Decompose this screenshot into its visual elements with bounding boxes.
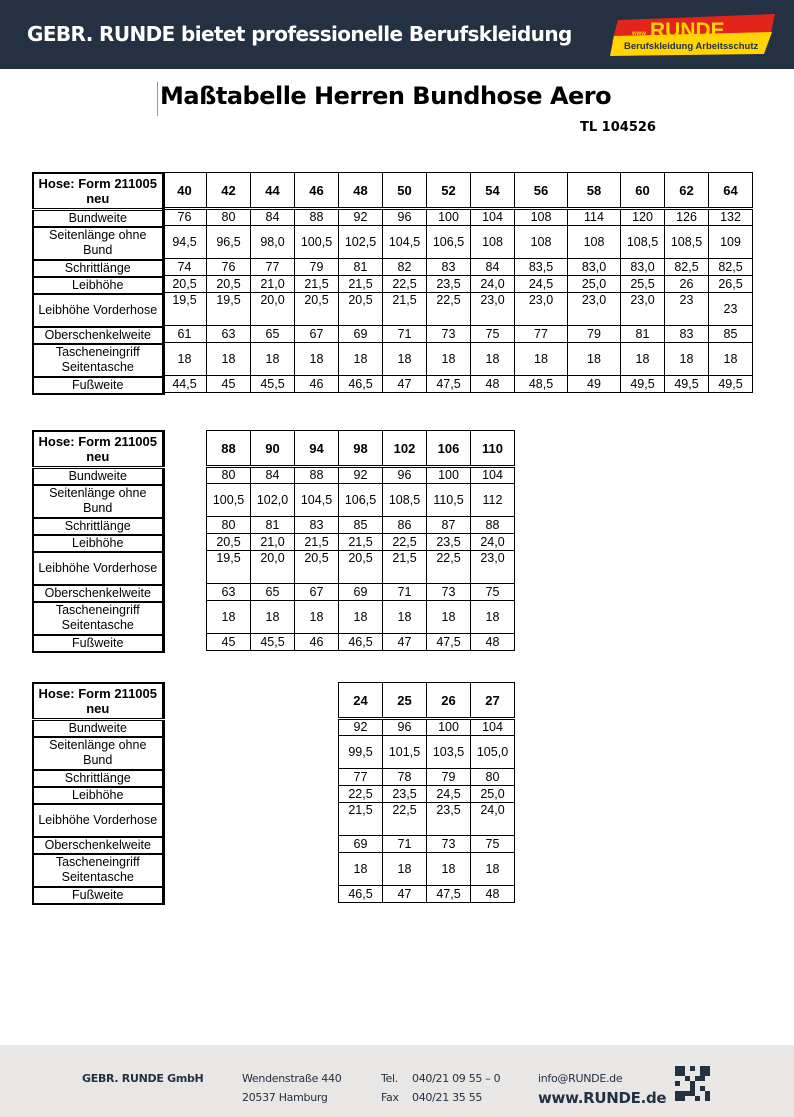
footer-fax-label: Fax: [381, 1091, 399, 1104]
measurement-cell: 82,5: [665, 259, 709, 276]
measurement-cell: 100,5: [207, 484, 251, 517]
measurement-cell: 104: [471, 467, 515, 484]
table-row: [339, 769, 515, 786]
measurement-cell: 21,5: [383, 551, 427, 584]
measurement-cell: 75: [471, 836, 515, 853]
measurement-cell: 92: [339, 209, 383, 226]
measurement-cell: 49,5: [621, 376, 665, 393]
measurement-cell: 24,0: [471, 803, 515, 836]
row-label: Fußweite: [33, 635, 163, 652]
table-row: [339, 786, 515, 803]
measurement-cell: 45,5: [251, 376, 295, 393]
footer-website[interactable]: www.RUNDE.de: [538, 1089, 667, 1107]
size-header: 40: [163, 173, 207, 209]
table-row: [339, 853, 515, 886]
size-header: 26: [427, 683, 471, 719]
measurement-cell: 88: [295, 467, 339, 484]
measurement-cell: 18: [163, 343, 207, 376]
measurement-cell: 96,5: [207, 226, 251, 259]
measurement-cell: 103,5: [427, 736, 471, 769]
measurement-cell: 100: [427, 467, 471, 484]
measurement-cell: 45: [207, 376, 251, 393]
measurement-cell: 92: [339, 719, 383, 736]
measurement-cell: 88: [295, 209, 339, 226]
measurement-cell: 23,0: [621, 293, 665, 326]
measurement-cell: 21,5: [339, 534, 383, 551]
measurement-cell: 21,5: [295, 276, 339, 293]
size-header: 56: [515, 173, 568, 209]
measurement-cell: 106,5: [427, 226, 471, 259]
table-row: [207, 584, 515, 601]
measurement-cell: 79: [568, 326, 621, 343]
measurement-cell: 21,0: [251, 276, 295, 293]
measurement-cell: 24,0: [471, 276, 515, 293]
measurement-cell: 80: [471, 769, 515, 786]
measurement-cell: 22,5: [339, 786, 383, 803]
measurement-cell: 104,5: [295, 484, 339, 517]
measurement-cell: 20,5: [339, 551, 383, 584]
row-label: Oberschenkelweite: [33, 327, 163, 344]
size-header: 24: [339, 683, 383, 719]
measurement-cell: 20,0: [251, 293, 295, 326]
footer-fax: 040/21 35 55: [412, 1091, 483, 1104]
measurement-cell: 86: [383, 517, 427, 534]
footer-city: 20537 Hamburg: [242, 1091, 328, 1104]
measurement-cell: 69: [339, 584, 383, 601]
measurement-cell: 47,5: [427, 634, 471, 651]
logo-tld: DE: [746, 33, 755, 39]
measurement-cell: 81: [339, 259, 383, 276]
measurement-cell: 79: [295, 259, 339, 276]
row-label: Bundweite: [33, 209, 163, 227]
size-values-table: [162, 172, 753, 393]
measurement-cell: 84: [251, 209, 295, 226]
measurement-cell: 77: [515, 326, 568, 343]
measurement-cell: 76: [163, 209, 207, 226]
header-title: GEBR. RUNDE bietet professionelle Berufskleidung: [27, 22, 572, 46]
measurement-cell: 25,0: [568, 276, 621, 293]
measurement-cell: 85: [339, 517, 383, 534]
row-label: Leibhöhe: [33, 787, 163, 804]
measurement-cell: 65: [251, 326, 295, 343]
measurement-cell: 18: [709, 343, 753, 376]
measurement-cell: 104: [471, 719, 515, 736]
measurement-cell: 49,5: [709, 376, 753, 393]
measurement-cell: 18: [295, 601, 339, 634]
size-header: 27: [471, 683, 515, 719]
measurement-cell: 80: [207, 209, 251, 226]
measurement-cell: 18: [471, 853, 515, 886]
size-header: 60: [621, 173, 665, 209]
measurement-cell: 44,5: [163, 376, 207, 393]
measurement-cell: 67: [295, 326, 339, 343]
measurement-cell: 101,5: [383, 736, 427, 769]
row-label: Leibhöhe Vorderhose: [33, 804, 163, 837]
measurement-cell: 23,5: [427, 534, 471, 551]
measurement-cell: 94,5: [163, 226, 207, 259]
measurement-cell: 108: [568, 226, 621, 259]
header-banner: [0, 0, 794, 69]
measurement-cell: 47: [383, 376, 427, 393]
footer-tel: 040/21 09 55 – 0: [412, 1072, 501, 1085]
measurement-cell: 24,5: [515, 276, 568, 293]
size-header: 42: [207, 173, 251, 209]
measurement-cell: 82: [383, 259, 427, 276]
size-values-table: [338, 682, 515, 903]
measurement-cell: 69: [339, 326, 383, 343]
measurement-cell: 23,0: [515, 293, 568, 326]
measurement-cell: 100: [427, 719, 471, 736]
measurement-cell: 78: [383, 769, 427, 786]
measurement-cell: 18: [383, 601, 427, 634]
measurement-cell: 20,5: [339, 293, 383, 326]
measurement-cell: 80: [207, 517, 251, 534]
measurement-cell: 25,0: [471, 786, 515, 803]
measurement-cell: 104: [471, 209, 515, 226]
measurement-cell: 77: [339, 769, 383, 786]
row-label: Schrittlänge: [33, 260, 163, 277]
measurement-cell: 84: [471, 259, 515, 276]
measurement-cell: 23,5: [383, 786, 427, 803]
measurement-cell: 47,5: [427, 376, 471, 393]
size-header: 98: [339, 431, 383, 467]
qr-code-icon: [675, 1066, 710, 1101]
row-label: Tascheneingriff Seitentasche: [33, 344, 163, 377]
row-label: Seitenlänge ohne Bund: [33, 737, 163, 770]
measurement-cell: 21,5: [295, 534, 339, 551]
footer-tel-label: Tel.: [381, 1072, 398, 1085]
measurement-cell: 23: [709, 293, 753, 326]
measurement-cell: 71: [383, 584, 427, 601]
measurement-cell: 126: [665, 209, 709, 226]
row-label: Bundweite: [33, 467, 163, 485]
measurement-cell: 47: [383, 634, 427, 651]
measurement-cell: 79: [427, 769, 471, 786]
table-row: [163, 209, 753, 226]
table-header-label: Hose: Form 211005 neu: [33, 431, 163, 467]
size-header: 94: [295, 431, 339, 467]
measurement-cell: 45: [207, 634, 251, 651]
row-label: Seitenlänge ohne Bund: [33, 227, 163, 260]
measurement-cell: 18: [339, 853, 383, 886]
measurement-cell: 73: [427, 836, 471, 853]
table-row: [207, 634, 515, 651]
measurement-cell: 67: [295, 584, 339, 601]
measurement-cell: 73: [427, 584, 471, 601]
table-row: [207, 551, 515, 584]
measurement-cell: 19,5: [163, 293, 207, 326]
measurement-cell: 24,0: [471, 534, 515, 551]
measurement-cell: 102,5: [339, 226, 383, 259]
measurement-cell: 48,5: [515, 376, 568, 393]
measurement-cell: 18: [251, 601, 295, 634]
measurement-cell: 109: [709, 226, 753, 259]
measurement-cell: 21,0: [251, 534, 295, 551]
table-row: [207, 601, 515, 634]
measurement-cell: 88: [471, 517, 515, 534]
size-header: 106: [427, 431, 471, 467]
table-row: [163, 376, 753, 393]
measurement-cell: 18: [427, 343, 471, 376]
measurement-cell: 18: [665, 343, 709, 376]
measurement-cell: 100,5: [295, 226, 339, 259]
measurement-cell: 75: [471, 326, 515, 343]
size-header: 102: [383, 431, 427, 467]
measurement-cell: 19,5: [207, 293, 251, 326]
measurement-cell: 96: [383, 467, 427, 484]
measurement-cell: 23,5: [427, 276, 471, 293]
measurement-cell: 105,0: [471, 736, 515, 769]
measurement-cell: 21,5: [339, 276, 383, 293]
measurement-cell: 83: [665, 326, 709, 343]
measurement-cell: 18: [339, 343, 383, 376]
table-row: [339, 719, 515, 736]
measurement-cell: 110,5: [427, 484, 471, 517]
table-row: [207, 534, 515, 551]
measurement-cell: 19,5: [207, 551, 251, 584]
measurement-cell: 18: [383, 343, 427, 376]
size-header: 52: [427, 173, 471, 209]
measurement-cell: 46,5: [339, 376, 383, 393]
measurement-cell: 20,0: [251, 551, 295, 584]
measurement-cell: 84: [251, 467, 295, 484]
row-label: Seitenlänge ohne Bund: [33, 485, 163, 518]
size-header: 25: [383, 683, 427, 719]
table-row: [207, 484, 515, 517]
measurement-cell: 69: [339, 836, 383, 853]
measurement-cell: 82,5: [709, 259, 753, 276]
measurement-cell: 23,0: [471, 551, 515, 584]
measurement-cell: 83: [427, 259, 471, 276]
measurement-cell: 92: [339, 467, 383, 484]
measurement-cell: 85: [709, 326, 753, 343]
measurement-cell: 24,5: [427, 786, 471, 803]
measurement-cell: 61: [163, 326, 207, 343]
measurement-cell: 87: [427, 517, 471, 534]
measurement-cell: 47,5: [427, 886, 471, 903]
measurement-cell: 100: [427, 209, 471, 226]
measurement-cell: 73: [427, 326, 471, 343]
measurement-cell: 49: [568, 376, 621, 393]
measurement-cell: 108: [515, 209, 568, 226]
row-label: Bundweite: [33, 719, 163, 737]
measurement-cell: 81: [251, 517, 295, 534]
measurement-cell: 23,0: [471, 293, 515, 326]
size-header: 48: [339, 173, 383, 209]
measurement-cell: 46,5: [339, 886, 383, 903]
measurement-cell: 108,5: [665, 226, 709, 259]
row-label: Leibhöhe: [33, 277, 163, 294]
table-row: [163, 259, 753, 276]
measurement-cell: 65: [251, 584, 295, 601]
measurement-cell: 83,0: [621, 259, 665, 276]
size-header: 58: [568, 173, 621, 209]
row-label: Tascheneingriff Seitentasche: [33, 854, 163, 887]
measurement-cell: 46: [295, 634, 339, 651]
measurement-cell: 26,5: [709, 276, 753, 293]
row-label: Oberschenkelweite: [33, 585, 163, 602]
measurement-cell: 108: [515, 226, 568, 259]
measurement-cell: 22,5: [427, 293, 471, 326]
logo-tagline: Berufskleidung Arbeitsschutz: [624, 41, 759, 52]
footer-street: Wendenstraße 440: [242, 1072, 342, 1085]
row-label: Oberschenkelweite: [33, 837, 163, 854]
measurement-cell: 18: [471, 601, 515, 634]
footer: [0, 1045, 794, 1117]
measurement-cell: 132: [709, 209, 753, 226]
measurement-cell: 96: [383, 719, 427, 736]
row-label: Leibhöhe Vorderhose: [33, 552, 163, 585]
table-row: [163, 293, 753, 326]
article-number: TL 104526: [580, 120, 656, 135]
measurement-cell: 22,5: [383, 803, 427, 836]
row-label: Fußweite: [33, 377, 163, 394]
measurement-cell: 96: [383, 209, 427, 226]
document-title: Maßtabelle Herren Bundhose Aero: [160, 82, 612, 110]
row-label: Leibhöhe Vorderhose: [33, 294, 163, 327]
table-row: [339, 736, 515, 769]
table-header-label: Hose: Form 211005 neu: [33, 173, 163, 209]
size-header: 64: [709, 173, 753, 209]
table-row: [163, 326, 753, 343]
size-values-table: [206, 430, 515, 651]
size-header: 88: [207, 431, 251, 467]
measurement-cell: 18: [207, 343, 251, 376]
row-label: Schrittlänge: [33, 770, 163, 787]
measurement-cell: 98,0: [251, 226, 295, 259]
label-column-table: [32, 682, 165, 905]
footer-email[interactable]: info@RUNDE.de: [538, 1072, 623, 1085]
logo-brand: RUNDE: [650, 19, 725, 42]
measurement-cell: 108: [471, 226, 515, 259]
measurement-cell: 18: [427, 853, 471, 886]
table-row: [339, 803, 515, 836]
size-header: 54: [471, 173, 515, 209]
label-column-table: [32, 172, 165, 395]
size-header: 62: [665, 173, 709, 209]
row-label: Tascheneingriff Seitentasche: [33, 602, 163, 635]
measurement-cell: 45,5: [251, 634, 295, 651]
measurement-cell: 18: [515, 343, 568, 376]
measurement-cell: 76: [207, 259, 251, 276]
measurement-cell: 77: [251, 259, 295, 276]
measurement-cell: 18: [295, 343, 339, 376]
measurement-cell: 22,5: [383, 276, 427, 293]
measurement-cell: 75: [471, 584, 515, 601]
measurement-cell: 81: [621, 326, 665, 343]
measurement-cell: 71: [383, 326, 427, 343]
size-header: 50: [383, 173, 427, 209]
measurement-cell: 20,5: [207, 276, 251, 293]
measurement-cell: 83: [295, 517, 339, 534]
label-column-table: [32, 430, 165, 653]
measurement-cell: 63: [207, 326, 251, 343]
measurement-cell: 83,5: [515, 259, 568, 276]
measurement-cell: 20,5: [295, 551, 339, 584]
row-label: Leibhöhe: [33, 535, 163, 552]
measurement-cell: 48: [471, 634, 515, 651]
table-header-label: Hose: Form 211005 neu: [33, 683, 163, 719]
measurement-cell: 18: [207, 601, 251, 634]
measurement-cell: 63: [207, 584, 251, 601]
measurement-cell: 114: [568, 209, 621, 226]
row-label: Schrittlänge: [33, 518, 163, 535]
table-row: [163, 276, 753, 293]
measurement-cell: 80: [207, 467, 251, 484]
measurement-cell: 83,0: [568, 259, 621, 276]
size-header: 110: [471, 431, 515, 467]
logo-www: www: [632, 31, 647, 37]
measurement-cell: 23,0: [568, 293, 621, 326]
measurement-cell: 18: [251, 343, 295, 376]
measurement-cell: 18: [427, 601, 471, 634]
text-cursor: [157, 82, 158, 116]
measurement-cell: 23,5: [427, 803, 471, 836]
measurement-cell: 104,5: [383, 226, 427, 259]
measurement-cell: 22,5: [383, 534, 427, 551]
measurement-cell: 21,5: [339, 803, 383, 836]
runde-logo[interactable]: [610, 12, 780, 56]
measurement-cell: 120: [621, 209, 665, 226]
measurement-cell: 18: [383, 853, 427, 886]
measurement-cell: 23: [665, 293, 709, 326]
measurement-cell: 20,5: [295, 293, 339, 326]
measurement-cell: 26: [665, 276, 709, 293]
measurement-cell: 18: [339, 601, 383, 634]
row-label: Fußweite: [33, 887, 163, 904]
table-row: [207, 517, 515, 534]
measurement-cell: 108,5: [383, 484, 427, 517]
measurement-cell: 18: [471, 343, 515, 376]
size-header: 90: [251, 431, 295, 467]
measurement-cell: 25,5: [621, 276, 665, 293]
measurement-cell: 112: [471, 484, 515, 517]
measurement-cell: 48: [471, 886, 515, 903]
table-row: [339, 836, 515, 853]
footer-company: GEBR. RUNDE GmbH: [82, 1072, 204, 1085]
table-row: [163, 343, 753, 376]
table-row: [207, 467, 515, 484]
measurement-cell: 22,5: [427, 551, 471, 584]
size-header: 46: [295, 173, 339, 209]
table-row: [339, 886, 515, 903]
measurement-cell: 99,5: [339, 736, 383, 769]
measurement-cell: 49,5: [665, 376, 709, 393]
measurement-cell: 74: [163, 259, 207, 276]
size-header: 44: [251, 173, 295, 209]
measurement-cell: 46: [295, 376, 339, 393]
measurement-cell: 47: [383, 886, 427, 903]
measurement-cell: 18: [621, 343, 665, 376]
measurement-cell: 108,5: [621, 226, 665, 259]
measurement-cell: 102,0: [251, 484, 295, 517]
measurement-cell: 20,5: [207, 534, 251, 551]
measurement-cell: 71: [383, 836, 427, 853]
table-row: [163, 226, 753, 259]
measurement-cell: 48: [471, 376, 515, 393]
measurement-cell: 20,5: [163, 276, 207, 293]
measurement-cell: 106,5: [339, 484, 383, 517]
measurement-cell: 46,5: [339, 634, 383, 651]
measurement-cell: 21,5: [383, 293, 427, 326]
measurement-cell: 18: [568, 343, 621, 376]
